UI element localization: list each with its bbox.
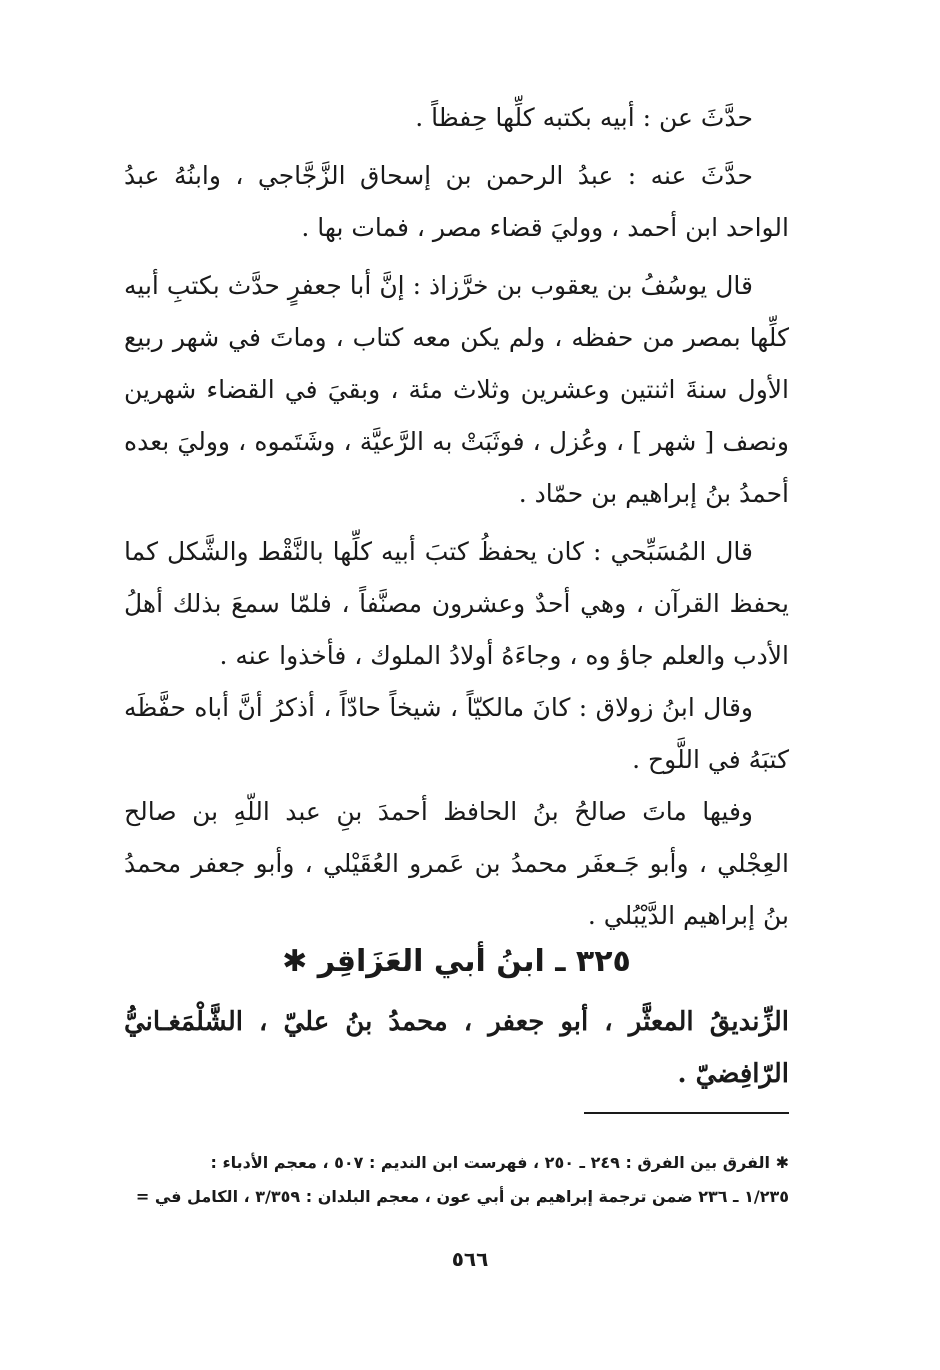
paragraph-musabbihi-quote: قال المُسَبِّحي : كان يحفظُ كتبَ أبيه كلِّها بالنَّقْط والشَّكل كما يحفظ القرآن ، وهي أحدٌ وعشرون مصنَّفاً ، فلمّا سمعَ بذلك أهلُ الأدب والعلم جاؤ وه ، وجاءَهُ أولادُ الملوك ، فأخذوا عنه . [124, 537, 789, 670]
footnote-line-1: ✱ الفرق بين الفرق : ٢٤٩ ـ ٢٥٠ ، فهرست ابن النديم : ٥٠٧ ، معجم الأدباء : [210, 1153, 789, 1172]
entry-description: الزِّنديقُ المعثَّر ، أبو جعفر ، محمدُ بنُ عليّ ، الشَّلْمَغـانيُّ الرّافِضيّ . [124, 1007, 789, 1089]
page-number: ٥٦٦ [451, 1247, 489, 1271]
entry-heading: ٣٢٥ ـ ابنُ أبي العَزَاقِر ✱ [282, 944, 631, 979]
footnotes-block [124, 1146, 789, 1214]
main-text-block [124, 92, 789, 942]
footnote-divider [584, 1112, 789, 1114]
paragraph-yusuf-quote: قال يوسُفُ بن يعقوب بن خرَّزاذ : إنَّ أبا جعفرٍ حدَّث بكتبِ أبيه كلِّها بمصر من حفظه ، ولم يكن معه كتاب ، وماتَ في شهر ربيع الأول سنةَ اثنتين وعشرين وثلاث مئة ، وبقيَ في القضاء شهرين ونصف [ شهر ] ، وعُزل ، فوثَبَتْ به الرَّعيَّة ، وشَتَموه ، ووليَ بعده أحمدُ بنُ إبراهيم بن حمّاد . [124, 271, 789, 508]
paragraph-narrated-from: حدَّثَ عن : أبيه بكتبه كلِّها حِفظاً . [415, 103, 753, 132]
paragraph-ibn-zulaq-quote: وقال ابنُ زولاق : كانَ مالكيّاً ، شيخاً حادّاً ، أذكرُ أنَّ أباه حفَّظَه كتبَهُ في اللَّوح . [124, 693, 789, 774]
paragraph-narrated-by: حدَّثَ عنه : عبدُ الرحمن بن إسحاق الزَّجَّاجي ، وابنُهُ عبدُ الواحد ابن أحمد ، ووليَ قضاء مصر ، فمات بها . [124, 161, 789, 242]
footnote-line-2: ١/٢٣٥ ـ ٢٣٦ ضمن ترجمة إبراهيم بن أبي عون ، معجم البلدان : ٣/٣٥٩ ، الكامل في = [135, 1187, 789, 1206]
paragraph-deaths: وفيها ماتَ صالحُ بنُ الحافظ أحمدَ بنِ عبد اللّهِ بن صالح العِجْلي ، وأبو جَـعفَر محمدُ بن عَمرو العُقَيْلي ، وأبو جعفر محمدُ بنُ إبراهيم الدَّيْبُلي . [124, 797, 789, 930]
